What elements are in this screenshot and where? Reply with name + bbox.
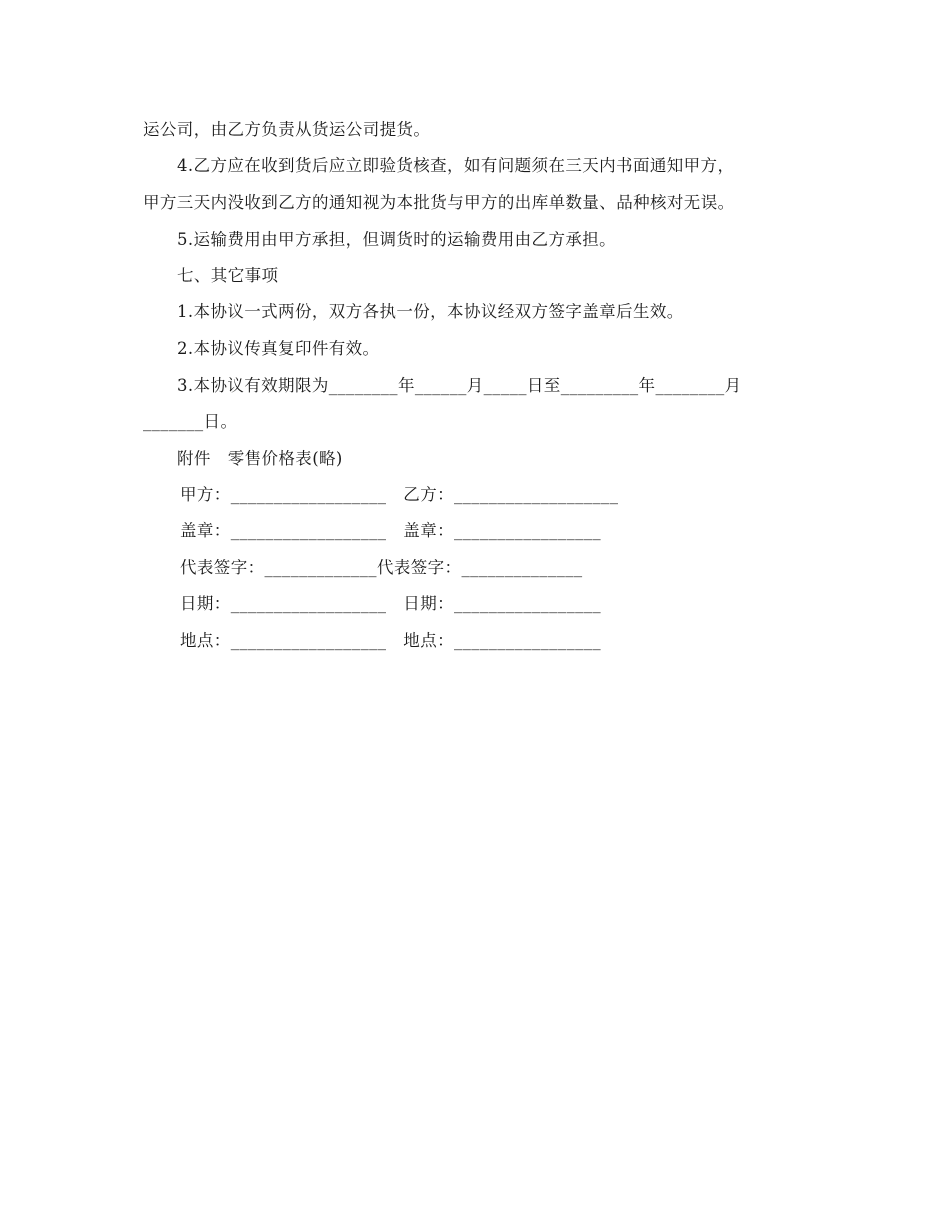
paragraph-line: 4.乙方应在收到货后应立即验货核查，如有问题须在三天内书面通知甲方， <box>177 156 735 175</box>
paragraph-line: 5.运输费用由甲方承担，但调货时的运输费用由乙方承担。 <box>177 230 617 249</box>
section-heading: 七、其它事项 <box>177 266 279 285</box>
paragraph-line: 甲方三天内没收到乙方的通知视为本批货与甲方的出库单数量、品种核对无误。 <box>143 193 735 212</box>
signature-row-date: 日期：__________________ 日期：_________________ <box>180 594 602 613</box>
paragraph-line: _______日。 <box>143 412 238 431</box>
signature-row-place: 地点：__________________ 地点：_________________ <box>180 631 602 650</box>
paragraph-line: 1.本协议一式两份，双方各执一份，本协议经双方签字盖章后生效。 <box>177 302 684 321</box>
signature-row-seal: 盖章：__________________ 盖章：_________________ <box>180 521 602 540</box>
signature-row-party: 甲方：__________________ 乙方：___________________ <box>180 485 619 504</box>
attachment-line: 附件 零售价格表(略) <box>177 449 343 468</box>
signature-row-representative: 代表签字：_____________代表签字：______________ <box>180 558 583 577</box>
paragraph-line: 3.本协议有效期限为________年______月_____日至_________年________月 <box>177 376 742 395</box>
paragraph-line: 2.本协议传真复印件有效。 <box>177 339 380 358</box>
paragraph-line: 运公司，由乙方负责从货运公司提货。 <box>143 120 431 139</box>
